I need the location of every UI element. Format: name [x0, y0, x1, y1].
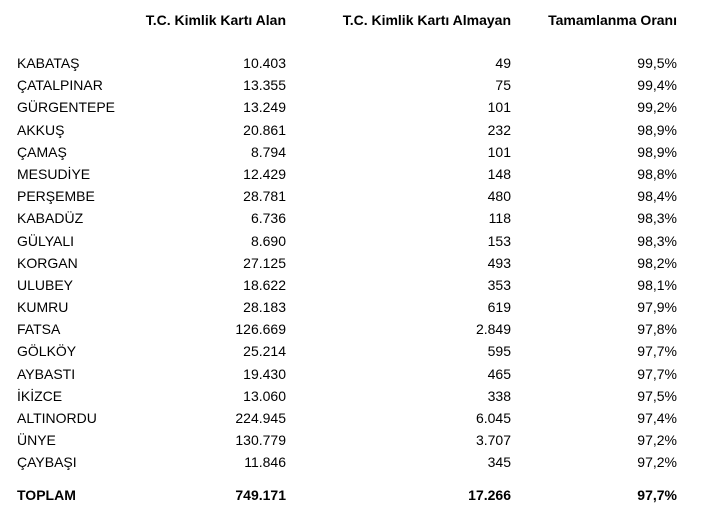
kimlik-alan-value: 12.429 [243, 165, 286, 182]
kimlik-alan-value: 25.214 [243, 343, 286, 360]
district-name: İKİZCE [17, 387, 63, 404]
table-row [0, 52, 704, 74]
district-table-body [0, 52, 704, 474]
kimlik-alan-value: 13.249 [243, 99, 286, 116]
kimlik-almayan-value: 75 [495, 77, 511, 94]
table-row [0, 163, 704, 185]
tamamlanma-orani-value: 98,8% [637, 165, 677, 182]
table-row [0, 274, 704, 296]
kimlik-almayan-value: 3.707 [475, 432, 511, 449]
kimlik-alan-value: 130.779 [235, 432, 286, 449]
kimlik-almayan-value: 493 [487, 254, 511, 271]
tamamlanma-orani-value: 97,5% [637, 387, 677, 404]
district-name: ÇATALPINAR [17, 77, 103, 94]
kimlik-almayan-value: 345 [487, 454, 511, 471]
district-name: KABATAŞ [17, 55, 80, 71]
kimlik-alan-value: 27.125 [243, 254, 286, 271]
table-row [0, 318, 704, 340]
kimlik-almayan-value: 595 [487, 343, 511, 360]
tamamlanma-orani-value: 97,4% [637, 410, 677, 426]
kimlik-alan-value: 10.403 [243, 55, 286, 71]
kimlik-alan-value: 8.794 [250, 143, 286, 160]
district-name: ÜNYE [17, 432, 56, 449]
table-row [0, 252, 704, 274]
kimlik-almayan-value: 101 [487, 99, 511, 116]
kimlik-almayan-value: 153 [487, 232, 511, 249]
table-row [0, 185, 704, 207]
kimlik-alan-value: 13.060 [243, 387, 286, 404]
kimlik-alan-value: 224.945 [235, 410, 286, 426]
tamamlanma-orani-value: 99,4% [637, 77, 677, 94]
district-name: ULUBEY [17, 276, 74, 293]
header-kimlik-karti-alan: T.C. Kimlik Kartı Alan [145, 12, 286, 28]
table-row [0, 96, 704, 118]
tamamlanma-orani-value: 98,9% [637, 143, 677, 160]
tamamlanma-orani-value: 98,3% [637, 210, 677, 227]
tamamlanma-orani-value: 97,7% [637, 343, 677, 360]
district-name: MESUDİYE [17, 165, 91, 182]
kimlik-alan-value: 20.861 [243, 121, 286, 138]
tamamlanma-orani-value: 98,9% [637, 121, 677, 138]
table-row [0, 429, 704, 451]
total-label: TOPLAM [17, 487, 76, 503]
table-row [0, 340, 704, 362]
district-name: ÇAYBAŞI [17, 454, 77, 471]
table-row [0, 207, 704, 229]
district-name: FATSA [17, 321, 61, 338]
kimlik-almayan-value: 2.849 [475, 321, 511, 338]
kimlik-almayan-value: 49 [495, 55, 511, 71]
table-row [0, 363, 704, 385]
district-name: KABADÜZ [17, 210, 84, 227]
tamamlanma-orani-value: 97,2% [637, 432, 677, 449]
kimlik-almayan-value: 101 [487, 143, 511, 160]
tamamlanma-orani-value: 98,2% [637, 254, 677, 271]
tamamlanma-orani-value: 98,4% [637, 188, 677, 205]
kimlik-alan-value: 19.430 [243, 365, 286, 382]
district-name: AKKUŞ [17, 121, 65, 138]
header-tamamlanma-orani: Tamamlanma Oranı [548, 12, 677, 28]
kimlik-almayan-value: 6.045 [475, 410, 511, 426]
table-row [0, 296, 704, 318]
tamamlanma-orani-value: 98,3% [637, 232, 677, 249]
table-row [0, 119, 704, 141]
kimlik-alan-value: 18.622 [243, 276, 286, 293]
district-name: GÜLYALI [17, 232, 75, 249]
table-row [0, 74, 704, 96]
district-name: PERŞEMBE [17, 188, 95, 205]
kimlik-almayan-value: 118 [488, 210, 511, 227]
district-name: GÜRGENTEPE [17, 99, 116, 116]
kimlik-alan-value: 6.736 [250, 210, 286, 227]
kimlik-alan-value: 8.690 [250, 232, 286, 249]
tamamlanma-orani-value: 99,2% [637, 99, 677, 116]
kimlik-almayan-value: 232 [487, 121, 511, 138]
tamamlanma-orani-value: 97,7% [637, 365, 677, 382]
header-kimlik-karti-almayan: T.C. Kimlik Kartı Almayan [342, 12, 511, 28]
table-row [0, 141, 704, 163]
district-name: ÇAMAŞ [17, 143, 67, 160]
tamamlanma-orani-value: 99,5% [637, 55, 677, 71]
kimlik-alan-value: 126.669 [235, 321, 286, 338]
kimlik-alan-value: 28.781 [243, 188, 286, 205]
kimlik-almayan-value: 353 [487, 276, 511, 293]
kimlik-almayan-value: 338 [487, 387, 511, 404]
kimlik-alan-value: 11.846 [244, 454, 286, 471]
tamamlanma-orani-value: 97,9% [637, 299, 677, 316]
total-oran-value: 97,7% [637, 487, 677, 503]
kimlik-almayan-value: 480 [487, 188, 511, 205]
table-row [0, 385, 704, 407]
kimlik-alan-value: 13.355 [243, 77, 286, 94]
district-name: AYBASTI [17, 365, 76, 382]
district-name: KORGAN [17, 254, 78, 271]
table-row [0, 230, 704, 252]
kimlik-alan-value: 28.183 [243, 299, 286, 316]
tamamlanma-orani-value: 97,8% [637, 321, 677, 338]
district-name: GÖLKÖY [17, 343, 77, 360]
total-row [0, 484, 704, 506]
table-row [0, 407, 704, 429]
total-alan-value: 749.171 [235, 487, 286, 503]
district-name: KUMRU [17, 299, 69, 316]
district-name: ALTINORDU [17, 410, 97, 426]
kimlik-almayan-value: 148 [487, 165, 511, 182]
kimlik-almayan-value: 619 [487, 299, 511, 316]
table-row [0, 451, 704, 473]
tamamlanma-orani-value: 97,2% [637, 454, 677, 471]
tamamlanma-orani-value: 98,1% [637, 276, 677, 293]
kimlik-almayan-value: 465 [487, 365, 511, 382]
total-almayan-value: 17.266 [468, 487, 511, 503]
